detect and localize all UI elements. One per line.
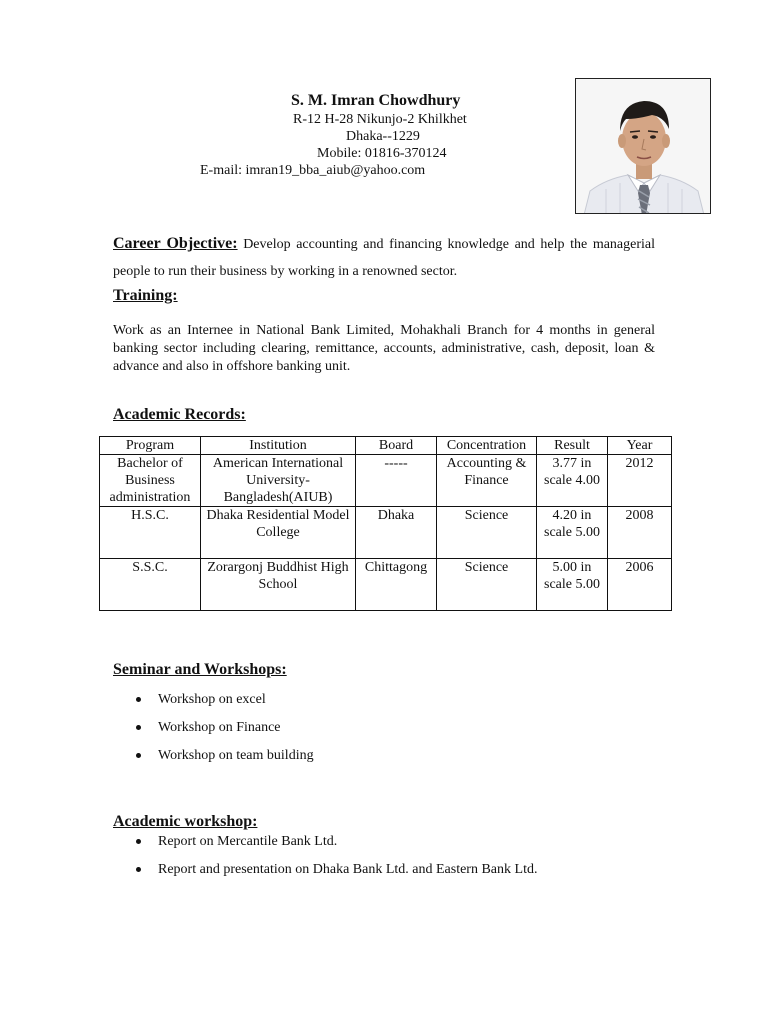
address-line-2: Dhaka--1229: [346, 129, 420, 144]
career-objective-label: Career Objective:: [113, 235, 238, 252]
academic-records-table: [99, 436, 672, 611]
cell-concentration: Science: [437, 559, 537, 611]
academic-workshop-list: [113, 833, 537, 889]
email-address: E-mail: imran19_bba_aiub@yahoo.com: [200, 163, 426, 178]
academic-workshop-heading: Academic workshop:: [113, 813, 258, 830]
cell-result: 4.20 in scale 5.00: [537, 507, 608, 559]
cell-board: Dhaka: [356, 507, 437, 559]
training-text: Work as an Internee in National Bank Limited, Mohakhali Branch for 4 months in general banking sector including clearing, remittance, accounts, administrative, cash, deposit, loan & advance and also in offshore banking unit.: [113, 323, 655, 374]
table-row: [100, 507, 672, 559]
column-header-year: Year: [608, 437, 672, 455]
column-header-program: Program: [100, 437, 201, 455]
cell-institution: Dhaka Residential Model College: [201, 507, 356, 559]
career-objective-text: Develop accounting and financing knowledge and help the managerial people to run their business by working in a renowned sector.: [113, 237, 656, 279]
cell-institution: American International University-Bangladesh(AIUB): [201, 455, 356, 507]
column-header-institution: Institution: [201, 437, 356, 455]
column-header-concentration: Concentration: [437, 437, 537, 455]
profile-photo: [575, 78, 711, 214]
table-header-row: [100, 437, 672, 455]
cell-year: 2008: [608, 507, 672, 559]
table-row: [100, 455, 672, 507]
mobile-number: Mobile: 01816-370124: [317, 146, 447, 161]
address-line-1: R-12 H-28 Nikunjo-2 Khilkhet: [293, 112, 467, 127]
list-item: Report on Mercantile Bank Ltd.: [113, 833, 537, 861]
cell-result: 5.00 in scale 5.00: [537, 559, 608, 611]
list-item: Workshop on team building: [113, 747, 314, 775]
cell-year: 2006: [608, 559, 672, 611]
cell-concentration: Accounting & Finance: [437, 455, 537, 507]
list-item: Report and presentation on Dhaka Bank Ltd. and Eastern Bank Ltd.: [113, 861, 537, 889]
career-objective: [113, 230, 655, 285]
cell-result: 3.77 in scale 4.00: [537, 455, 608, 507]
cell-year: 2012: [608, 455, 672, 507]
cell-program: S.S.C.: [100, 559, 201, 611]
academic-records-heading: Academic Records:: [113, 406, 246, 423]
table-row: [100, 559, 672, 611]
training-heading: Training:: [113, 287, 178, 304]
cell-board: -----: [356, 455, 437, 507]
resume-name: S. M. Imran Chowdhury: [291, 92, 461, 109]
cell-board: Chittagong: [356, 559, 437, 611]
seminars-list: [113, 691, 314, 775]
column-header-board: Board: [356, 437, 437, 455]
cell-concentration: Science: [437, 507, 537, 559]
column-header-result: Result: [537, 437, 608, 455]
list-item: Workshop on excel: [113, 691, 314, 719]
cell-program: H.S.C.: [100, 507, 201, 559]
cell-program: Bachelor of Business administration: [100, 455, 201, 507]
seminars-heading: Seminar and Workshops:: [113, 661, 287, 678]
list-item: Workshop on Finance: [113, 719, 314, 747]
cell-institution: Zorargonj Buddhist High School: [201, 559, 356, 611]
person-portrait-icon: [576, 79, 711, 214]
